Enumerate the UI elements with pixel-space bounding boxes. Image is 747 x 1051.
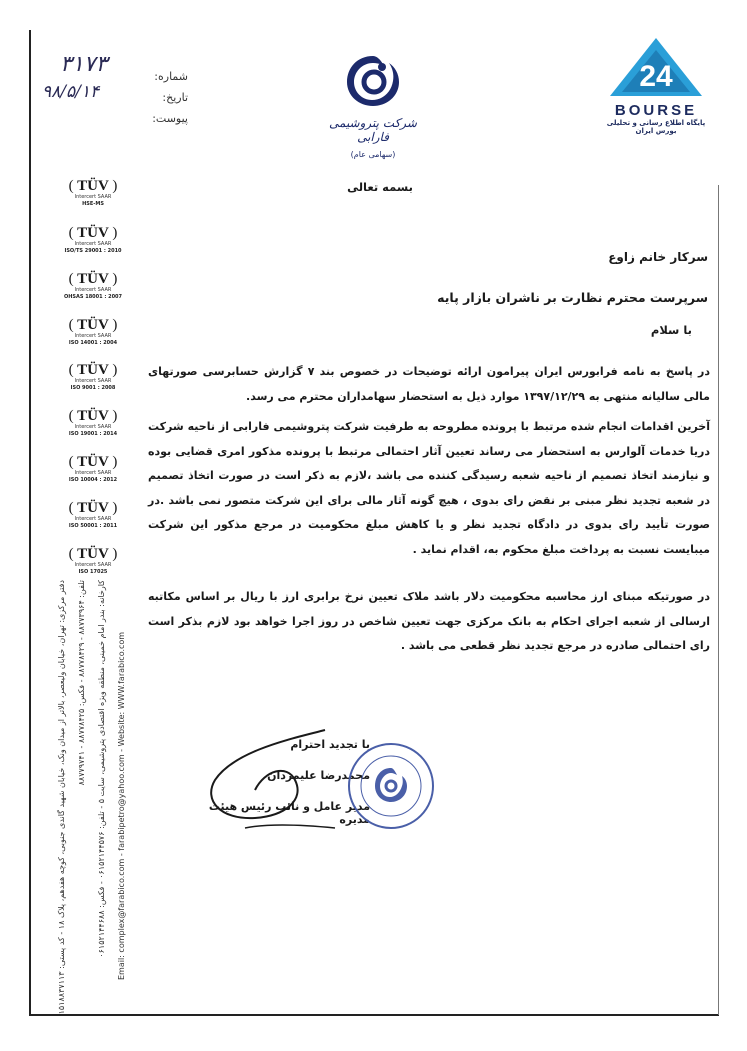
number-label: شماره: bbox=[154, 70, 188, 83]
footer-address: دفتر مرکزی: تهران، خیابان ولیعصر، بالاتر از میدان ونک، خیابان شهید گاندی جنوبی، کوچه هفدهم، پلاک ۱۸ - کد پستی: ۱۵۱۸۸۳۷۱۱۳ bbox=[57, 580, 66, 1015]
letter-number-handwritten: ۳۱۷۳ bbox=[60, 52, 108, 77]
footer-factory: کارخانه: بندر امام خمینی، منطقه ویژه اقتصادی پتروشیمی، سایت ۵ - تلفن: ۰۶۱۵۲۱۴۴۵۷۶ - فکس: ۰۶۱۵۲۱۴۴۶۸۸ bbox=[97, 580, 106, 958]
bourse-word: BOURSE bbox=[614, 102, 698, 119]
bourse-triangle-icon bbox=[606, 36, 706, 98]
company-name: شرکت پتروشیمی فارابی bbox=[329, 116, 417, 144]
letter-date-handwritten: ۹۸/۵/۱۴ bbox=[42, 82, 100, 102]
letter-meta-labels bbox=[118, 66, 188, 129]
company-logo bbox=[318, 52, 428, 159]
page-frame-right bbox=[718, 185, 719, 1015]
company-type: (سهامی عام) bbox=[350, 150, 396, 159]
cert-badge: ( TÜV ) Intercert SAAR ISO 14001 : 2004 bbox=[68, 317, 118, 346]
cert-badge: ( TÜV ) Intercert SAAR ISO 10004 : 2012 bbox=[68, 454, 118, 483]
bismillah: بسمه تعالی bbox=[347, 180, 413, 194]
date-label: تاریخ: bbox=[162, 91, 188, 104]
signatory-name: محمدرضا علیمردان bbox=[267, 769, 370, 782]
footer-phone: تلفن: ۸۸۷۷۳۹۶۴ - ۸۸۷۷۸۴۲۹ - فکس: ۸۸۷۷۸۴۲۵ - ۸۸۷۷۹۷۴۱ bbox=[77, 580, 86, 786]
addressee-position: سرپرست محترم نظارت بر ناشران بازار پایه bbox=[437, 290, 708, 305]
footer-email-website: Email: complex@farabico.com - farabipetro@yahoo.com - Website: WWW.farabico.com bbox=[117, 631, 126, 980]
cert-badge: ( TÜV ) Intercert SAAR ISO 17025 bbox=[68, 546, 118, 575]
cert-badge: ( TÜV ) Intercert SAAR OHSAS 18001 : 2007 bbox=[63, 271, 123, 300]
cert-badge: ( TÜV ) Intercert SAAR ISO 19001 : 2014 bbox=[68, 408, 118, 437]
bourse-tagline: پایگاه اطلاع رسانی و تحلیلی بورس ایران bbox=[606, 119, 706, 135]
signatory-title: مدیر عامل و نائب رئیس هیئت مدیره bbox=[208, 800, 370, 826]
paragraph-currency: در صورتیکه مبنای ارز محاسبه محکومیت دلار باشد ملاک تعیین نرخ برابری ارز با ریال بر اساس مکاتبه ارسالی از شعبه اجرای احکام به بانک مرکزی جهت تعیین شاخص در روز اجرا خواهد بود لازم بذکر است رای احتمالی صادره در مرجع تجدید نظر قطعی می باشد . bbox=[148, 590, 710, 652]
cert-badge: ( TÜV ) Intercert SAAR ISO/TS 29001 : 2010 bbox=[64, 225, 122, 254]
cert-badge: ( TÜV ) Intercert SAAR ISO 50001 : 2011 bbox=[68, 500, 118, 529]
salutation: با سلام bbox=[650, 323, 692, 337]
paragraph-case-details: آخرین اقدامات انجام شده مرتبط با پرونده مطروحه به طرفیت شرکت پتروشیمی فارابی از ناحیه شرکت دریا خدمات آلوارس به استحضار می رساند تعیین آثار احتمالی مرتبط با پرونده مذکور امری قضایی بوده و نیازمند اتخاذ تصمیم از ناحیه شعبه رسیدگی کننده می باشد ،لازم به ذکر است در صورت اتخاذ تصمیم در شعبه تجدید نظر مبنی بر نقض رای بدوی ، هیچ گونه آثار مالی برای این شرکت متصور نمی باشد .در صورت تأیید رای بدوی در دادگاه تجدید نظر و یا کاهش مبلغ محکومیت در مرجع مذکور این شرکت میبایست نسبت به پرداخت مبلغ محکوم به، اقدام نماید . bbox=[148, 420, 710, 556]
paragraph-intro: در پاسخ به نامه فرابورس ایران پیرامون ارائه توضیحات در خصوص بند ۷ گزارش حسابرسی صورتهای مالی سالیانه منتهی به ۱۳۹۷/۱۲/۲۹ موارد ذیل به استحضار سهامداران محترم می رسد. bbox=[148, 365, 710, 403]
page-frame-bottom bbox=[29, 1014, 719, 1016]
attachment-label: پیوست: bbox=[152, 112, 188, 125]
addressee: سرکار خانم زاوع bbox=[608, 250, 708, 264]
cert-badge: ( TÜV ) Intercert SAAR HSE-MS bbox=[68, 178, 118, 207]
company-stamp-icon bbox=[345, 740, 437, 832]
company-emblem-icon bbox=[341, 52, 405, 110]
svg-text:24: 24 bbox=[639, 60, 673, 93]
bourse-watermark bbox=[596, 36, 716, 135]
page-frame-left bbox=[29, 30, 31, 1015]
cert-badge: ( TÜV ) Intercert SAAR ISO 9001 : 2008 bbox=[68, 362, 118, 391]
signature-closing: با تجدید احترام bbox=[290, 738, 370, 751]
